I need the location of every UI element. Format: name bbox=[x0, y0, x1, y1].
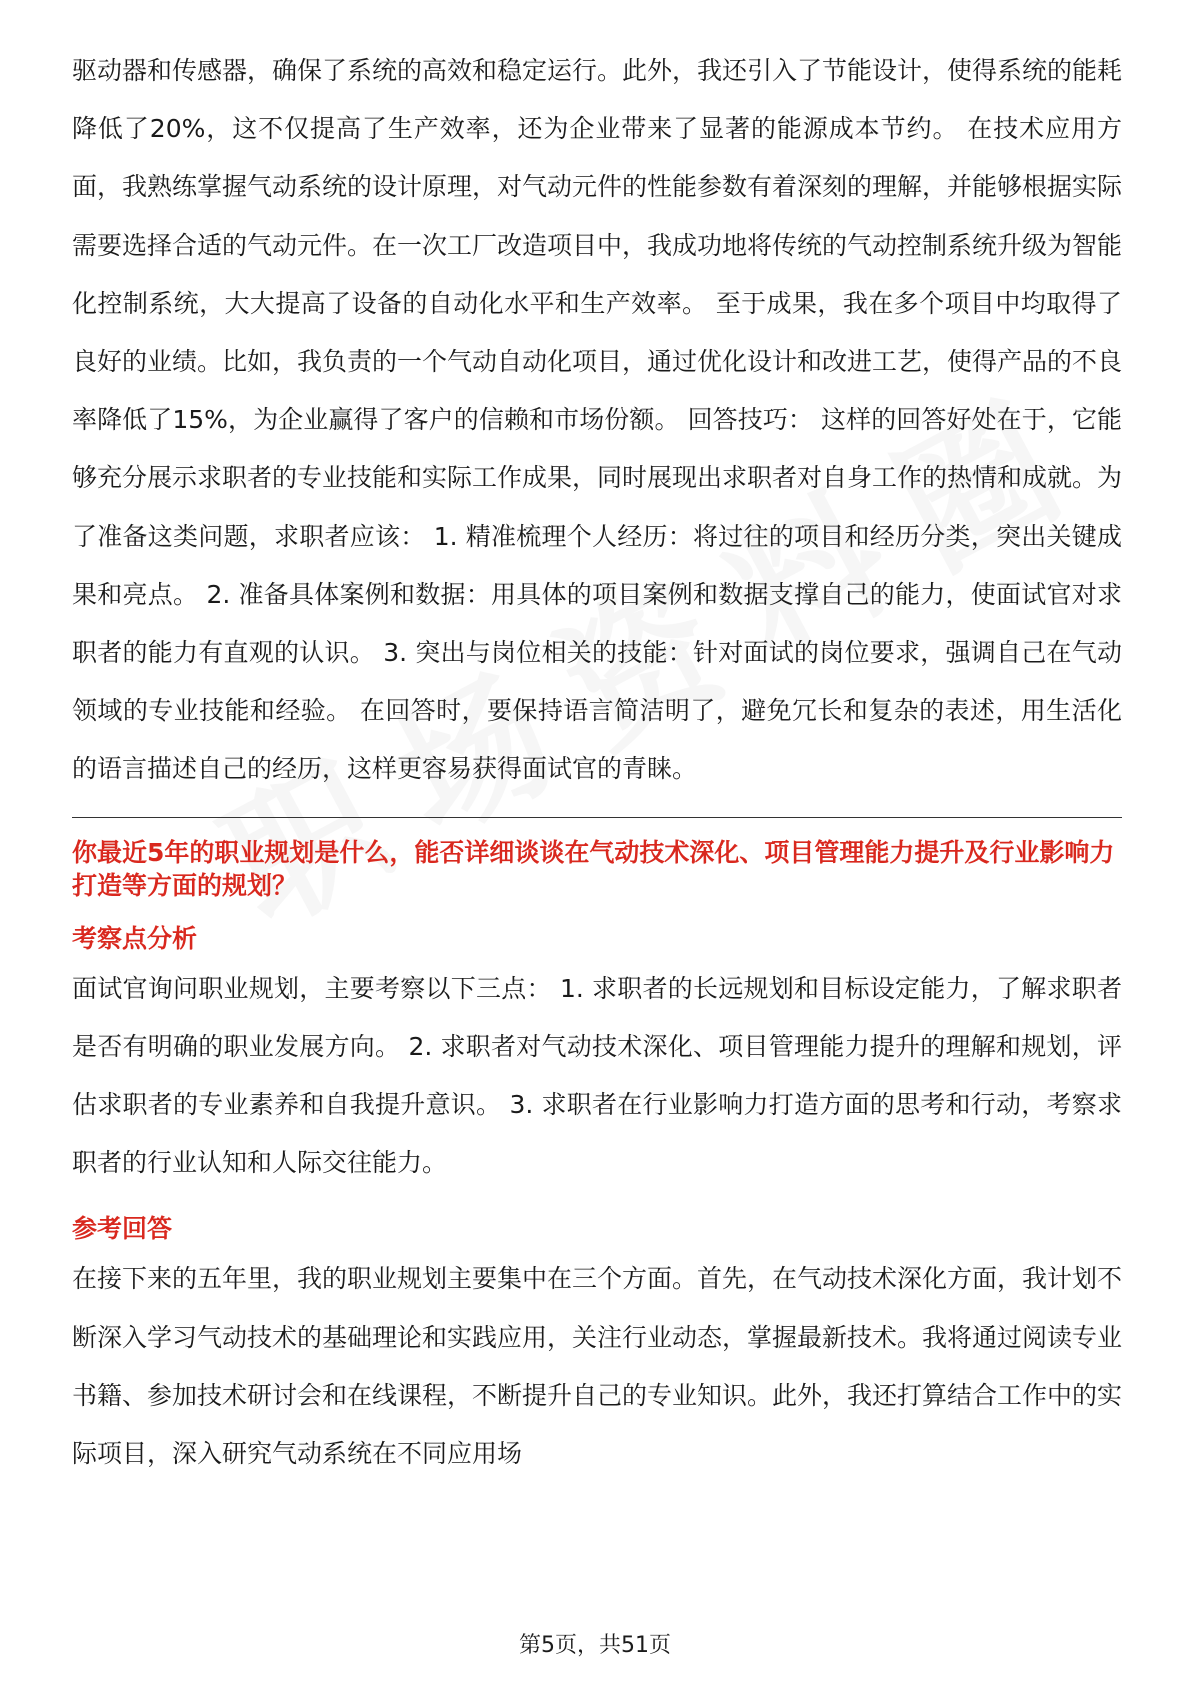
interview-question: 你最近5年的职业规划是什么，能否详细谈谈在气动技术深化、项目管理能力提升及行业影响力打造等方面的规划？ bbox=[72, 837, 1115, 900]
intro-paragraph: 驱动器和传感器，确保了系统的高效和稳定运行。此外，我还引入了节能设计，使得系统的能耗降低了20%，这不仅提高了生产效率，还为企业带来了显著的能源成本节约。 在技术应用方面，我熟练掌握气动系统的设计原理，对气动元件的性能参数有着深刻的理解，并能够根据实际需要选择合适的气动元件。在一次工厂改造项目中，我成功地将传统的气动控制系统升级为智能化控制系统，大大提高了设备的自动化水平和生产效率。 至于成果，我在多个项目中均取得了良好的业绩。比如，我负责的一个气动自动化项目，通过优化设计和改进工艺，使得产品的不良率降低了15%，为企业赢得了客户的信赖和市场份额。 回答技巧： 这样的回答好处在于，它能够充分展示求职者的专业技能和实际工作成果，同时展现出求职者对自身工作的热情和成就。为了准备这类问题，求职者应该： 1. 精准梳理个人经历：将过往的项目和经历分类，突出关键成果和亮点。 2. 准备具体案例和数据：用具体的项目案例和数据支撑自己的能力，使面试官对求职者的能力有直观的认识。 3. 突出与岗位相关的技能：针对面试的岗位要求，强调自己在气动领域的专业技能和经验。 在回答时，要保持语言简洁明了，避免冗长和复杂的表述，用生活化的语言描述自己的经历，这样更容易获得面试官的青睐。 bbox=[72, 56, 1123, 784]
page-number: 第5页，共51页 bbox=[519, 1633, 671, 1658]
analysis-paragraph: 面试官询问职业规划，主要考察以下三点： 1. 求职者的长远规划和目标设定能力，了解求职者是否有明确的职业发展方向。 2. 求职者对气动技术深化、项目管理能力提升的理解和规划，评估求职者的专业素养和自我提升意识。 3. 求职者在行业影响力打造方面的思考和行动，考察求职者的行业认知和人际交往能力。 bbox=[72, 973, 1122, 1178]
section-divider bbox=[72, 817, 1122, 818]
answer-heading: 参考回答 bbox=[72, 1214, 173, 1244]
answer-paragraph: 在接下来的五年里，我的职业规划主要集中在三个方面。首先，在气动技术深化方面，我计划不断深入学习气动技术的基础理论和实践应用，关注行业动态，掌握最新技术。我将通过阅读专业书籍、参加技术研讨会和在线课程，不断提升自己的专业知识。此外，我还打算结合工作中的实际项目，深入研究气动系统在不同应用场 bbox=[72, 1264, 1123, 1469]
document-body bbox=[72, 42, 1122, 1483]
analysis-heading: 考察点分析 bbox=[72, 923, 198, 953]
